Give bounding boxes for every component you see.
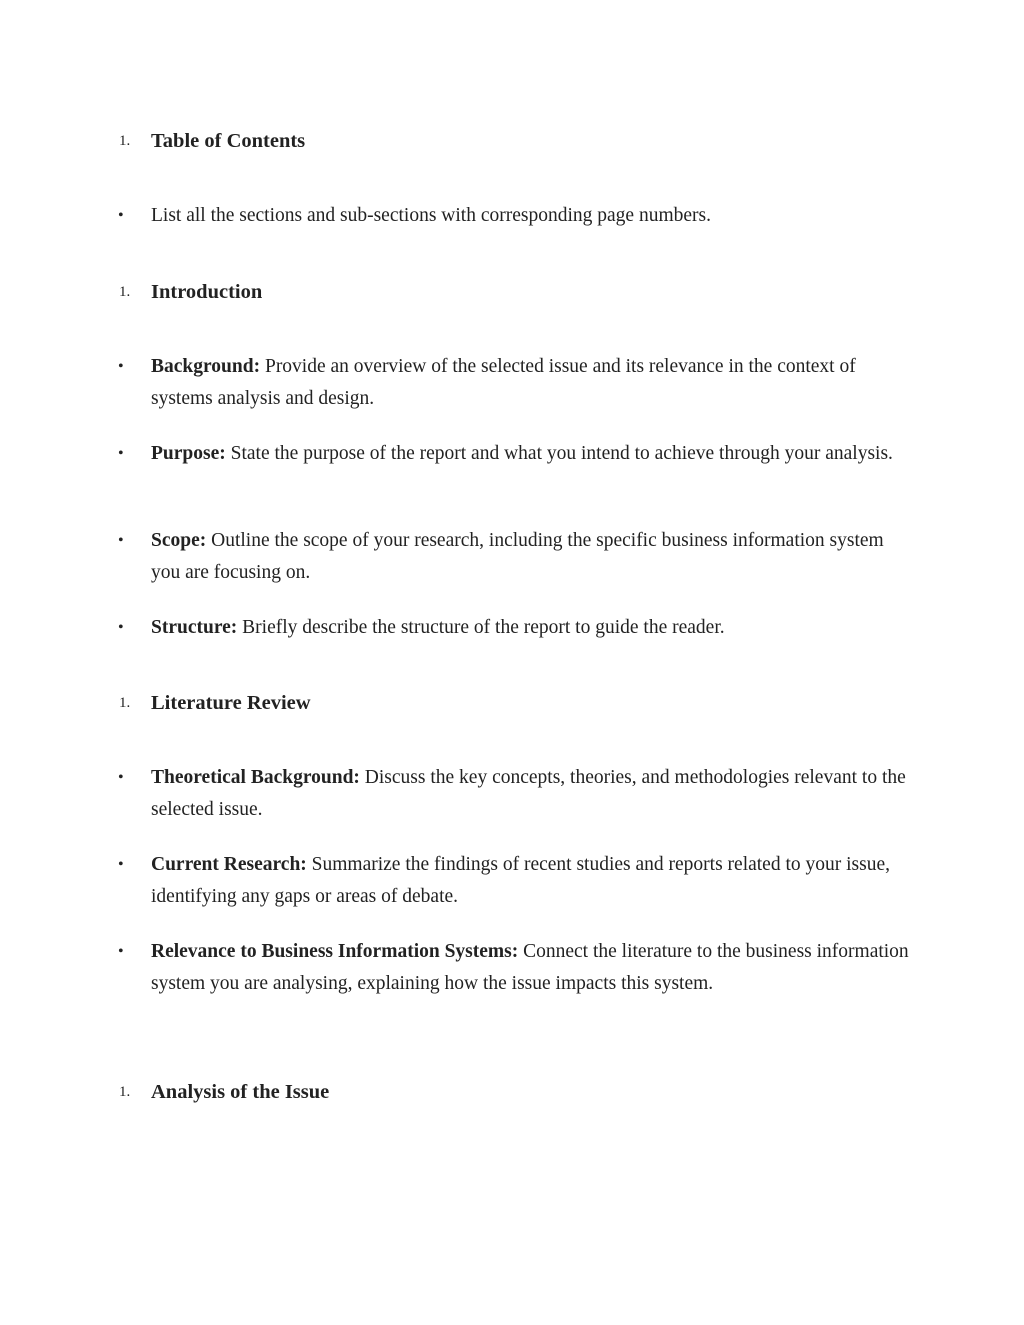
list-item-text	[151, 525, 911, 589]
list-item-label: Purpose:	[151, 443, 226, 464]
list-item-body: State the purpose of the report and what you intend to achieve through your analysis.	[225, 443, 893, 464]
bullet-icon: •	[118, 358, 124, 375]
section-title: Introduction	[151, 281, 263, 303]
list-item-text	[151, 762, 911, 826]
section-heading-table-of-contents	[0, 126, 1024, 156]
section-heading-literature-review	[0, 688, 1024, 718]
list-item-text	[151, 612, 911, 644]
list-item-text	[151, 200, 911, 232]
bullet-icon: •	[118, 207, 124, 224]
section-heading-analysis-of-the-issue	[0, 1077, 1024, 1107]
bullet-icon: •	[118, 532, 124, 549]
bullet-icon: •	[118, 943, 124, 960]
list-item-body: Discuss the key concepts, theories, and methodologies relevant to the selected issue.	[151, 767, 906, 820]
section-number: 1.	[119, 695, 131, 711]
section-title: Literature Review	[151, 692, 311, 714]
list-item-text	[151, 351, 911, 415]
list-item-body: List all the sections and sub-sections with corresponding page numbers.	[151, 205, 711, 226]
section-heading-introduction	[0, 277, 1024, 307]
list-item-label: Background:	[151, 356, 261, 377]
list-item-text	[151, 936, 911, 1000]
bullet-icon: •	[118, 769, 124, 786]
bullet-icon: •	[118, 619, 124, 636]
bullet-icon: •	[118, 856, 124, 873]
list-item-body: Outline the scope of your research, including the specific business information system you are focusing on.	[151, 530, 884, 583]
section-title: Analysis of the Issue	[151, 1081, 330, 1103]
section-title: Table of Contents	[151, 130, 306, 152]
section-number: 1.	[119, 284, 131, 300]
section-number: 1.	[119, 133, 131, 149]
list-item-label: Scope:	[151, 530, 207, 551]
list-item-label: Theoretical Background:	[151, 767, 360, 788]
list-item-body: Provide an overview of the selected issue and its relevance in the context of systems analysis and design.	[151, 356, 856, 409]
bullet-icon: •	[118, 445, 124, 462]
section-number: 1.	[119, 1084, 131, 1100]
list-item-body: Briefly describe the structure of the report to guide the reader.	[237, 617, 725, 638]
list-item-text	[151, 438, 911, 470]
list-item-label: Current Research:	[151, 854, 307, 875]
list-item-label: Structure:	[151, 617, 238, 638]
list-item-body: Connect the literature to the business information system you are analysing, explaining how the issue impacts this system.	[151, 941, 909, 994]
list-item-label: Relevance to Business Information Systems:	[151, 941, 519, 962]
list-item-body: Summarize the findings of recent studies and reports related to your issue, identifying any gaps or areas of debate.	[151, 854, 891, 907]
list-item-text	[151, 849, 911, 913]
